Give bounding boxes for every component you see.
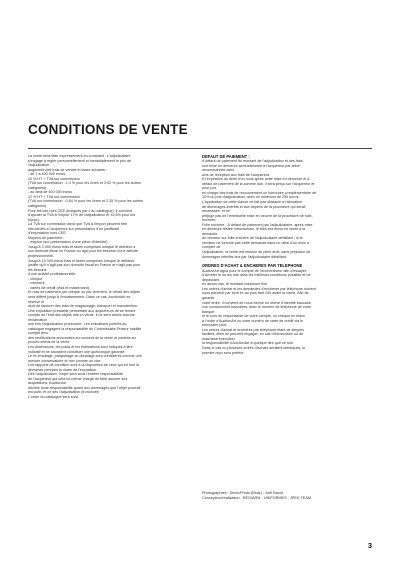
body-text-line: 12 % HT + TVA sur commission bbox=[28, 194, 80, 199]
body-text-line: A défaut de paiement du montant de l'adjudication et des frais, bbox=[202, 159, 304, 164]
body-text-line: la responsabilité d'AuctionArt à quelque titre que ce soit. bbox=[202, 341, 294, 346]
body-text-line: - au delà de 400 000 euros bbox=[28, 190, 73, 195]
body-text-line: votre ordre, il convient de nous fournir un relevé d'identité bancaire, bbox=[202, 300, 312, 305]
body-text-line: facilités, elles ne peuvent engager, en cas d'inexécution ou de bbox=[202, 332, 304, 337]
body-text-line: du vendeur sur folle enchère de l'adjudicataire défaillant ; si le bbox=[202, 236, 303, 241]
body-text-line: dommages intérêts dus par l'adjudicataire défaillant. bbox=[202, 254, 287, 259]
body-text-line: recommandée avec bbox=[202, 168, 235, 173]
body-text-line: Une exposition préalable permettant aux acquéreurs de se rendre bbox=[28, 308, 136, 313]
body-text-line: en aucun cas, le montant maximum fixé. bbox=[202, 282, 268, 287]
body-text-line: premier reçu sera préféré. bbox=[202, 350, 245, 355]
body-text-line: Les ordres d'achat et enchères par téléphone étant de simples bbox=[202, 327, 304, 332]
body-text-line: d'une activité professionnelle. bbox=[28, 272, 77, 277]
body-text-line: encourir, et ce dès l'adjudication prononcée. bbox=[28, 390, 100, 395]
body-text-line: de dommages-intérêts et aux dépens de la procédure qui serait bbox=[202, 204, 306, 209]
body-text-line: La TVA sur commission ainsi que TVA à l'import peuvent être bbox=[28, 222, 128, 227]
body-text-line: sera différé jusqu'à l'encaissement. Dans ce cas, AuctionArt se bbox=[28, 294, 131, 299]
body-text-line: procès-verbal de la vente. bbox=[28, 340, 71, 345]
body-text-line: - virement, bbox=[28, 281, 46, 286]
body-text-line: dépassant bbox=[202, 277, 220, 282]
body-text-line: compte de l'état des objets mis en vente, il ne sera admis aucune bbox=[28, 313, 135, 318]
body-text-line: augmenté des frais de ventes et taxes suivants : bbox=[28, 167, 107, 172]
body-text-line: acquisitions. AuctionArt bbox=[28, 381, 67, 386]
design-credit: Conception/réalisation : RÉGIARM - UNIFORMES - JPEK TEAM bbox=[202, 496, 312, 500]
body-text-line: 20 % HT + TVA sur commission bbox=[28, 176, 80, 181]
credits bbox=[202, 491, 377, 501]
body-text-line: vendeur ne formule pas cette demande dans un délai d'un mois à bbox=[202, 240, 309, 245]
body-text-line: catalogue engagent la responsabilité du Commissaire-Priseur habilité bbox=[28, 326, 142, 331]
body-text-line: décline toute responsabilité quant aux dommages que l'objet pourrait bbox=[28, 385, 141, 390]
body-text-line: Pour les lots hors CEE (indiqués par ◊ au catalogue), il convient bbox=[28, 208, 133, 213]
body-text-line: Les ordres d'achat et les demandes d'enchères par téléphone doivent bbox=[202, 286, 316, 291]
body-text-line: - espèce (sur présentation d'une pièce d'identité) : bbox=[28, 240, 110, 245]
body-text-line: banque bbox=[202, 309, 215, 314]
body-text-line: - chèque, bbox=[28, 276, 44, 281]
body-text-line: en charge des frais de recouvrement un honoraire complémentaire de bbox=[202, 190, 317, 195]
body-text-line: - de 1 à 400 000 euros bbox=[28, 172, 66, 177]
body-text-line: en demeure restée infructueuse, le bien est remis en vente à la bbox=[202, 227, 306, 232]
body-text-line: mauvaise exécution, bbox=[202, 336, 236, 341]
body-text-line: 10% du prix d'adjudication, avec un minimum de 250 euros. bbox=[202, 195, 300, 200]
body-text-line: professionnelle. bbox=[28, 254, 54, 259]
body-text-line: (TVA sur commission : 0,84 % pour les livres et 2,35 % pour les autres bbox=[28, 199, 143, 204]
body-text-line: préjuge pas de l'éventuelle mise en oeuvre de la procédure de folle- bbox=[202, 213, 313, 218]
body-text-line: Jusqu'à 15 000 euros frais et taxes comprises lorsque le débiteur bbox=[28, 258, 135, 263]
body-text-line: compter de bbox=[202, 245, 221, 250]
body-text-line: des rectifications annoncées au moment de la vente et portées au bbox=[28, 335, 136, 340]
body-text-line: AuctionArt agira pour le compte de l'enchérisseur afin d'essayer bbox=[202, 268, 307, 273]
body-text-line: nécessaire, et ne bbox=[202, 209, 231, 214]
right-column bbox=[202, 154, 372, 355]
body-text-line: vos coordonnées bancaires, avec le numéro de téléphone de votre bbox=[202, 305, 312, 310]
title-divider bbox=[28, 148, 372, 149]
body-text-line: avis de réception aux frais de l'acquéreur. bbox=[202, 172, 270, 177]
body-text-line: s'engage à régler personnellement et immédiatement le prix de bbox=[28, 158, 131, 163]
body-text-line: défaut de paiement de la somme due, il sera perçu sur l'acquéreur et bbox=[202, 181, 315, 186]
body-text-line: mesure conservatoire et non comme un vice. bbox=[28, 358, 102, 363]
page-title: CONDITIONS DE VENTE bbox=[28, 122, 188, 137]
body-text-line: une fois l'adjudication prononcée. Les indications portées au bbox=[28, 322, 127, 327]
body-text-line: d'ajouter la TVA à l'import 17% de l'adjudication et 19,6% pour les bbox=[28, 213, 135, 218]
photo-credit: Photographies : DeclicPhoto (Blois) - Joël David bbox=[202, 491, 283, 495]
body-text-line: A l'expiration du délai d'un mois après cette mise en demeure et à bbox=[202, 177, 310, 182]
body-text-line: Dès l'adjudication, l'objet sera sous l'entière responsabilité bbox=[28, 372, 123, 377]
body-text-line: son domicile fiscal en France ou agit pour les besoins d'une activité bbox=[28, 249, 138, 254]
body-text-line: catégories) bbox=[28, 204, 47, 209]
body-text-line: indicatif et ne sauraient constituer une quelconque garantie. bbox=[28, 349, 126, 354]
body-text-line: et le nom du responsable de votre compte, un chèque en blanc bbox=[202, 314, 306, 319]
body-text-line: Les dimensions, les poids et les estimations sont indiqués à titre bbox=[28, 344, 133, 349]
body-text-line: L'application de cette clause ne fait pas obstacle à l'allocation bbox=[202, 199, 303, 204]
body-text-line: En cas de paiement par chèque ou par virement, le retrait des objets bbox=[28, 290, 140, 295]
body-text-line: formulaire joint. bbox=[202, 323, 228, 328]
body-text-line: demande pendant la durée de l'exposition. bbox=[28, 367, 98, 372]
body-text-line: l'adjudication, la vente est résolue de plein droit, sans préjudice de bbox=[202, 249, 311, 254]
body-text-line: nous parvenir par écrit et, au plus tard 24h avant la vente. Afin de bbox=[202, 291, 309, 296]
body-text-line: (TVA sur commission : 1,4 % pour les livres et 3,92 % pour les autres bbox=[28, 181, 141, 186]
body-text-line: réserve le bbox=[28, 299, 45, 304]
body-text-line: d'exportation hors CEE. bbox=[28, 231, 67, 236]
body-text-line: enchère. bbox=[202, 218, 217, 223]
body-text-line: d'acheter le ou les lots dans les meilleurs conditions possible et ne bbox=[202, 273, 311, 278]
section-heading: DÉFAUT DE PAIEMENT : bbox=[202, 154, 250, 159]
body-text-line: pour prix bbox=[202, 186, 217, 191]
body-text-line: Folle enchère : À défaut de paiement par l'adjudicataire, après mise bbox=[202, 222, 313, 227]
body-text-line: Les rapports de condition sont à la disposition de ceux qui en font la bbox=[28, 363, 139, 368]
page-number: 3 bbox=[367, 541, 372, 550]
body-text-line: bijoux). bbox=[28, 217, 40, 222]
section-gap bbox=[202, 259, 372, 264]
body-text-line: compte tenu bbox=[28, 331, 49, 336]
body-text-line: de l'acquéreur qui sera lui-même chargé de faire assurer ses bbox=[28, 376, 128, 381]
body-text-line: Jusqu'à 3 000 euros frais et taxes comprises lorsque le débiteur a bbox=[28, 244, 136, 249]
body-text-line: droit de facturer des frais de magasinage, transport et manutention. bbox=[28, 304, 139, 309]
body-text-line: demande bbox=[202, 231, 218, 236]
body-text-line: garantir bbox=[202, 295, 215, 300]
left-column bbox=[28, 154, 187, 400]
body-text-line: les besoins bbox=[28, 267, 47, 272]
body-text-line: Moyens de paiement : bbox=[28, 235, 65, 240]
body-text-line: Le ré-entoilage, parquetage ou doublage sont considérés comme une bbox=[28, 354, 142, 359]
body-text-line: rétrocédés à l'acquéreur sur présentation d'un justificatif bbox=[28, 226, 120, 231]
body-text-line: réclamation bbox=[28, 317, 48, 322]
body-text-line: à l'ordre d'AuctionArt ou votre numéro de carte de crédit via le bbox=[202, 318, 304, 323]
section-heading: ORDRES D'ACHAT & ENCHÈRES PAR TÉLÉPHONE bbox=[202, 264, 303, 269]
body-text-line: Dans le cas où plusieurs ordres d'achats seraient identiques, le bbox=[202, 345, 306, 350]
body-text-line: catégories) bbox=[28, 185, 47, 190]
body-text-line: justifie qu'il n'agit pas son domicile fiscal en France et n'agit pas pour bbox=[28, 263, 141, 268]
body-text-line: La vente sera faite expressément au comptant . L'adjudicataire bbox=[28, 154, 131, 158]
body-text-line: une mise en demeure sera adressée à l'acquéreur par lettre bbox=[202, 163, 300, 168]
body-text-line: - cartes de crédit (visa et mastercard). bbox=[28, 285, 91, 290]
body-text-line: l'adjudication bbox=[28, 163, 50, 168]
body-text-line: L'ordre du catalogue sera suivi. bbox=[28, 394, 80, 399]
